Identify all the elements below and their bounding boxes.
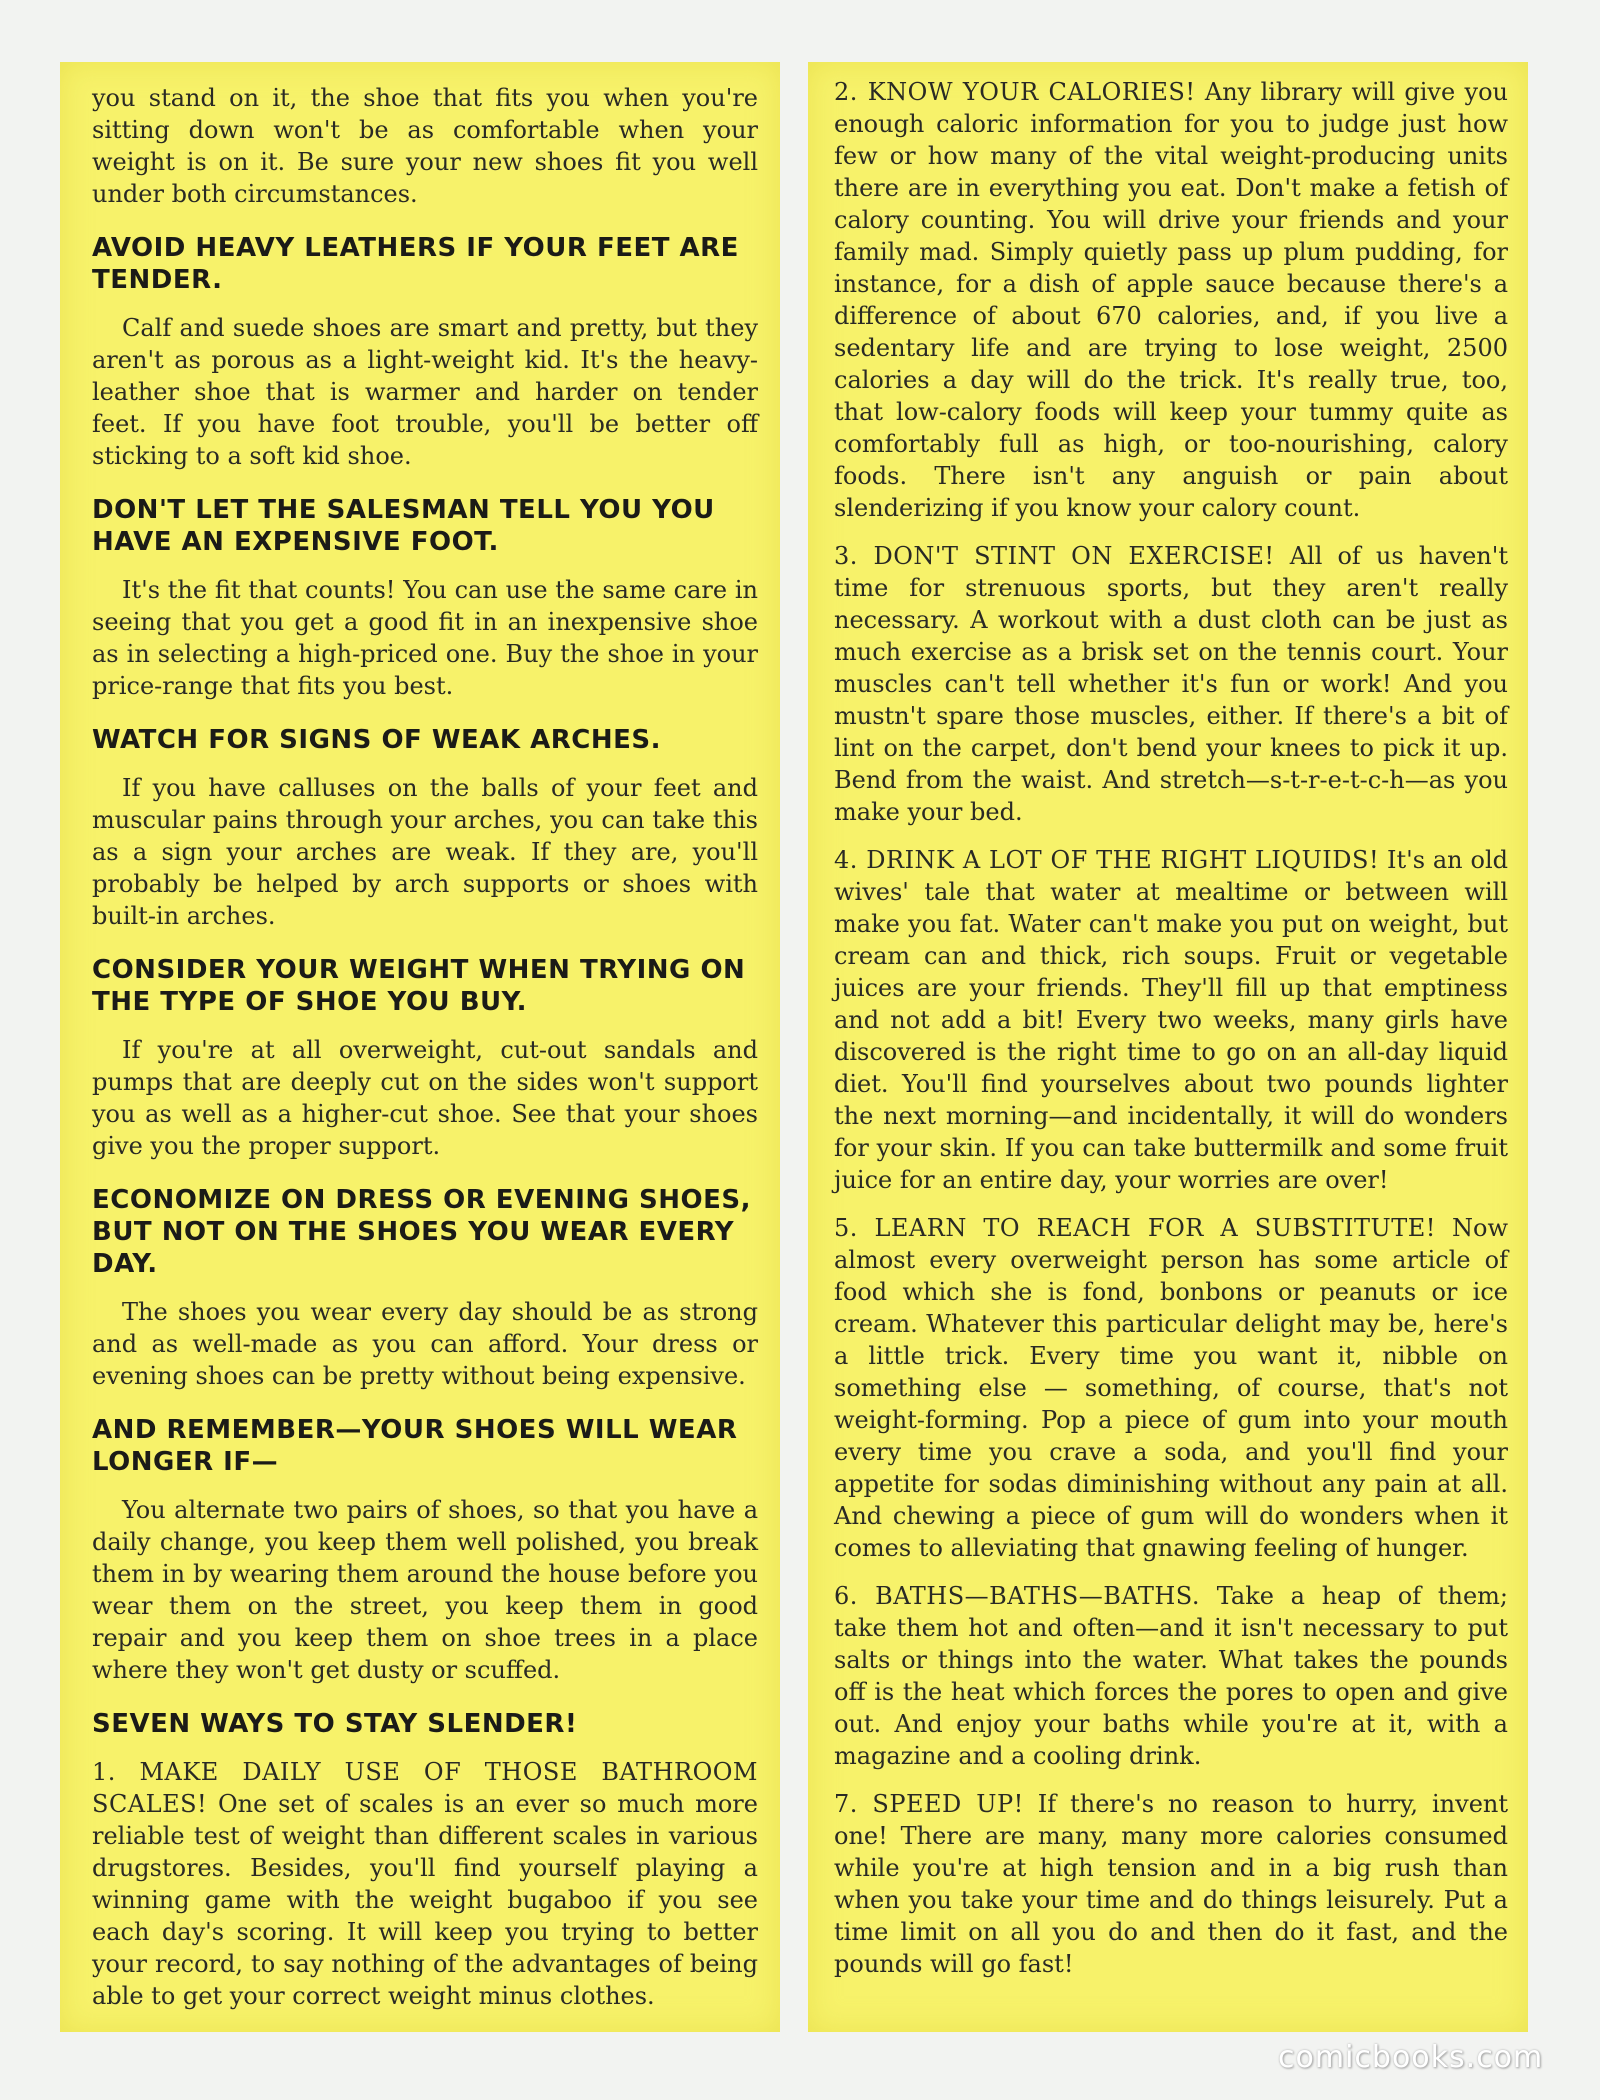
section-heading-economize: ECONOMIZE ON DRESS OR EVENING SHOES, BUT NOT ON THE SHOES YOU WEAR EVERY DAY. <box>92 1185 751 1279</box>
slender-heading: SEVEN WAYS TO STAY SLENDER! <box>92 1709 578 1739</box>
tip-1-body: One set of scales is an ever so much more reliable test of weight than different scales in various drugstores. Besides, you'll find yourself playing a winning game with the weight bugaboo if you see each day's scoring. It will keep you trying to better your record, to say nothing of the advantages of being able to get your correct weight minus clothes. <box>92 1790 758 2010</box>
tip-3 <box>834 540 1508 828</box>
section-heading-weak-arches: WATCH FOR SIGNS OF WEAK ARCHES. <box>92 725 661 755</box>
tip-5-body: Now almost every overweight person has some article of food which she is fond, bonbons or peanuts or ice cream. Whatever this particular delight may be, here's a little trick. Every time you want it, nibble on something else — something, of course, that's not weight-forming. Pop a piece of gum into your mouth every time you crave a soda, and you'll find your appetite for sodas diminishing without any pain at all. And chewing a piece of gum will do wonders when it comes to alleviating that gnawing feeling of hunger. <box>834 1214 1508 1562</box>
tip-2-body: Any library will give you enough caloric information for you to judge just how few or how many of the vital weight-producing units there are in everything you eat. Don't make a fetish of calory counting. You will drive your friends and your family mad. Simply quietly pass up plum pudding, for instance, for a dish of apple sauce because there's a difference of about 670 calories, and, if you live a sedentary life and are trying to lose weight, 2500 calories a day will do the trick. It's really true, too, that low-calory foods will keep your tummy quite as comfortably full as high, or too-nourishing, calory foods. There isn't any anguish or pain about slenderizing if you know your calory count. <box>834 78 1508 522</box>
section-heading-heavy-leathers: AVOID HEAVY LEATHERS IF YOUR FEET ARE TENDER. <box>92 233 739 295</box>
section-heading-remember: AND REMEMBER—YOUR SHOES WILL WEAR LONGER IF— <box>92 1415 738 1477</box>
tip-2-lead: 2. KNOW YOUR CALORIES! <box>834 78 1196 106</box>
tip-6 <box>834 1580 1508 1772</box>
tip-6-body: Take a heap of them; take them hot and often—and it isn't necessary to put salts or things into the water. What takes the pounds off is the heat which forces the pores to open and give out. And enjoy your baths while you're at it, with a magazine and a cooling drink. <box>834 1582 1508 1770</box>
intro-paragraph: you stand on it, the shoe that fits you when you're sitting down won't be as comfortable when your weight is on it. Be sure your new shoes fit you well under both circumstances. <box>92 84 758 208</box>
right-column <box>808 62 1528 2032</box>
tip-7-body: If there's no reason to hurry, invent one! There are many, many more calories consumed while you're at high tension and in a big rush than when you take your time and do things leisurely. Put a time limit on all you do and then do it fast, and the pounds will go fast! <box>834 1790 1509 1978</box>
section-body-expensive-foot: It's the fit that counts! You can use the same care in seeing that you get a good fit in an inexpensive shoe as in selecting a high-priced one. Buy the shoe in your price-range that fits you best. <box>92 576 758 700</box>
tip-4 <box>834 844 1508 1196</box>
tip-2 <box>834 76 1508 524</box>
section-body-weight: If you're at all overweight, cut-out sandals and pumps that are deeply cut on the sides won't support you as well as a higher-cut shoe. See that your shoes give you the proper support. <box>92 1036 758 1160</box>
tip-5 <box>834 1212 1508 1564</box>
section-body-heavy-leathers: Calf and suede shoes are smart and pretty, but they aren't as porous as a light-weight kid. It's the heavy-leather shoe that is warmer and harder on tender feet. If you have foot trouble, you'll be better off sticking to a soft kid shoe. <box>92 314 758 470</box>
tip-4-body: It's an old wives' tale that water at mealtime or between will make you fat. Water can't make you put on weight, but cream can and thick, rich soups. Fruit or vegetable juices are your friends. They'll fill up that emptiness and not add a bit! Every two weeks, many girls have discovered is the right time to go on an all-day liquid diet. You'll find yourselves about two pounds lighter the next morning—and incidentally, it will do wonders for your skin. If you can take buttermilk and some fruit juice for an entire day, your worries are over! <box>834 846 1508 1194</box>
section-body-remember: You alternate two pairs of shoes, so that you have a daily change, you keep them well polished, you break them in by wearing them around the house before you wear them on the street, you keep them in good repair and you keep them on shoe trees in a place where they won't get dusty or scuffed. <box>92 1496 758 1684</box>
watermark: comicbooks.com <box>1278 2040 1544 2075</box>
tip-4-lead: 4. DRINK A LOT OF THE RIGHT LIQUIDS! <box>834 846 1380 874</box>
section-body-economize: The shoes you wear every day should be as strong and as well-made as you can afford. Your dress or evening shoes can be pretty without being expensive. <box>92 1298 758 1390</box>
section-body-weak-arches: If you have calluses on the balls of your feet and muscular pains through your arches, you can take this as a sign your arches are weak. If they are, you'll probably be helped by arch supports or shoes with built-in arches. <box>92 774 758 930</box>
tip-1-lead: 1. MAKE DAILY USE OF THOSE BATHROOM SCALES! <box>92 1758 758 1818</box>
left-column <box>60 62 780 2032</box>
tip-7 <box>834 1788 1508 1980</box>
tip-5-lead: 5. LEARN TO REACH FOR A SUBSTITUTE! <box>834 1214 1436 1242</box>
tip-1 <box>92 1756 758 2012</box>
section-heading-weight: CONSIDER YOUR WEIGHT WHEN TRYING ON THE TYPE OF SHOE YOU BUY. <box>92 955 746 1017</box>
tip-6-lead: 6. BATHS—BATHS—BATHS. <box>834 1582 1201 1610</box>
tip-7-lead: 7. SPEED UP! <box>834 1790 1024 1818</box>
tip-3-body: All of us haven't time for strenuous sports, but they aren't really necessary. A workout with a dust cloth can be just as much exercise as a brisk set on the tennis court. Your muscles can't tell whether it's fun or work! And you mustn't spare those muscles, either. If there's a bit of lint on the carpet, don't bend your knees to pick it up. Bend from the waist. And stretch—s-t-r-e-t-c-h—as you make your bed. <box>834 542 1508 826</box>
tip-3-lead: 3. DON'T STINT ON EXERCISE! <box>834 542 1275 570</box>
section-heading-expensive-foot: DON'T LET THE SALESMAN TELL YOU YOU HAVE AN EXPENSIVE FOOT. <box>92 495 715 557</box>
